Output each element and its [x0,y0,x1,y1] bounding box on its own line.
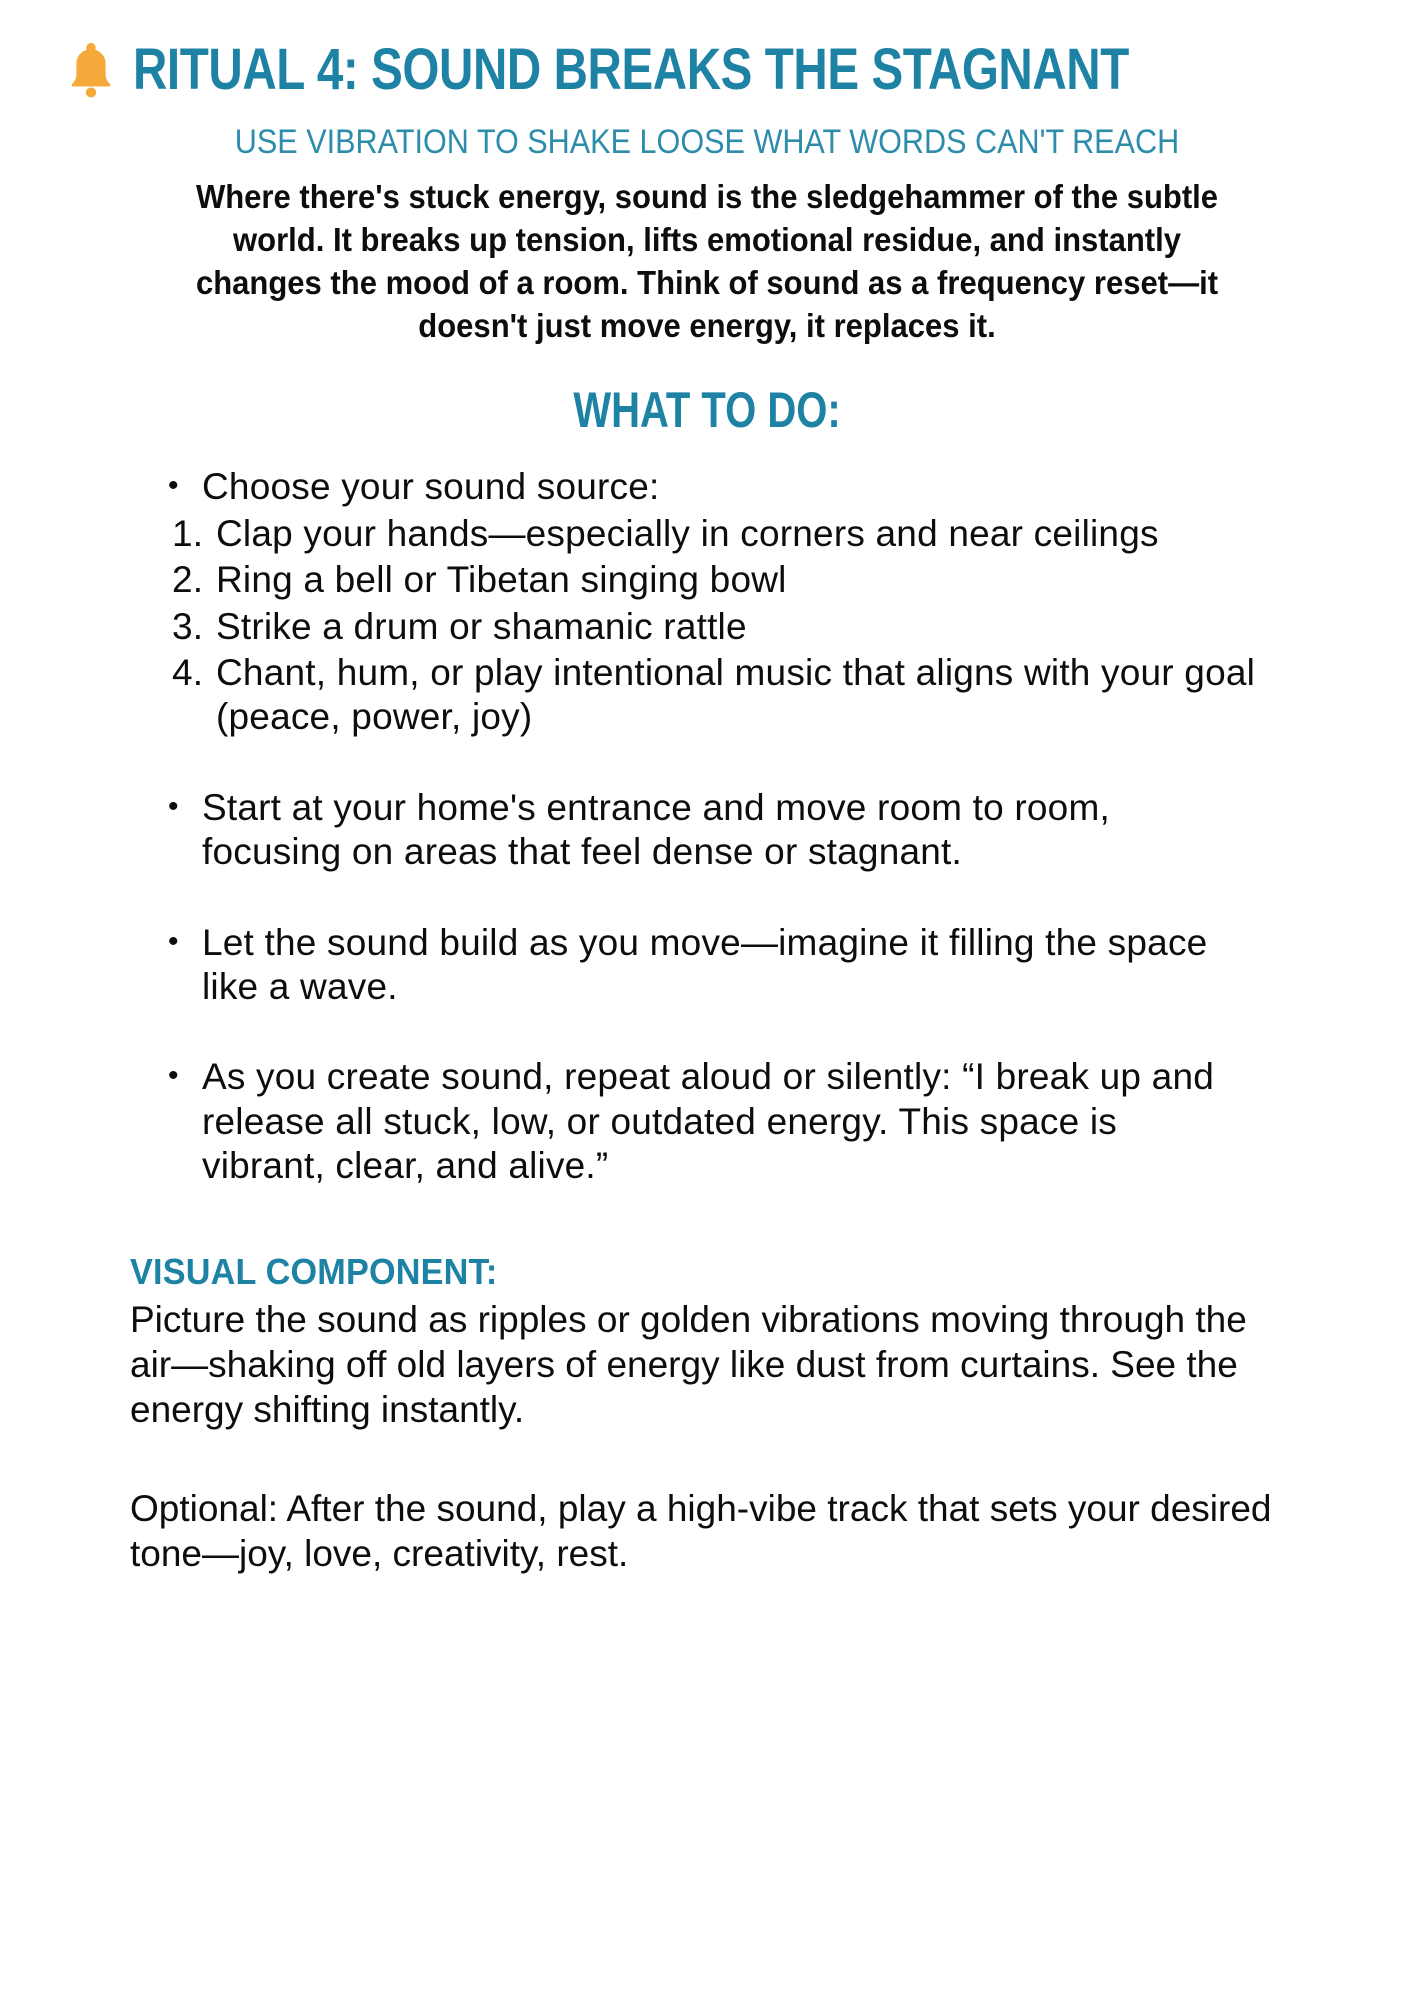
visual-component-heading: VISUAL COMPONENT: [130,1250,498,1292]
list-item [158,605,1284,649]
page-title: RITUAL 4: SOUND BREAKS THE STAGNANT [132,37,1129,102]
number-marker: 4. [172,652,204,694]
bullet-marker: • [168,469,179,503]
list-item-text: Ring a bell or Tibetan singing bowl [216,559,787,601]
action-bullets [158,786,1284,1189]
list-item-text: As you create sound, repeat aloud or silently: “I break up and release all stuck, low, or outdated energy. This space is vibrant, clear, and alive.” [202,1056,1214,1187]
bullet-marker: • [168,924,179,958]
what-to-do-list [130,465,1284,1188]
visual-component-section [130,1251,1284,1577]
list-item [158,921,1284,1010]
numbered-sublist [158,512,1284,740]
bullet-marker: • [168,1059,179,1093]
list-item-text: Clap your hands—especially in corners and near ceilings [216,512,1159,554]
visual-component-body: Picture the sound as ripples or golden vibrations moving through the air—shaking off old layers of energy like dust from curtains. See the energy shifting instantly. [130,1298,1247,1430]
bullet-marker: • [168,789,179,823]
list-item-text: Chant, hum, or play intentional music that aligns with your goal (peace, power, joy) [216,652,1256,738]
list-item [158,512,1284,556]
list-item-text: Start at your home's entrance and move room to room, focusing on areas that feel dense or stagnant. [202,786,1110,873]
list-item [158,558,1284,602]
bell-icon [67,41,115,99]
list-item [158,651,1284,740]
list-item-text: Let the sound build as you move—imagine it filling the space like a wave. [202,921,1208,1007]
optional-paragraph: Optional: After the sound, play a high-vibe track that sets your desired tone—joy, love, creativity, rest. [130,1487,1272,1575]
number-marker: 1. [172,512,204,554]
list-item [158,465,1284,509]
list-item [158,786,1284,875]
list-item-text: Strike a drum or shamanic rattle [216,605,747,647]
list-item [158,1055,1284,1188]
number-marker: 2. [172,559,204,601]
number-marker: 3. [172,605,204,647]
section-heading-what-to-do: WHAT TO DO: [573,382,841,439]
list-item-text: Choose your sound source: [202,466,660,508]
page-subtitle: USE VIBRATION TO SHAKE LOOSE WHAT WORDS CAN'T REACH [234,122,1180,161]
intro-paragraph: Where there's stuck energy, sound is the sledgehammer of the subtle world. It breaks up tension, lifts emotional residue, and instantly changes the mood of a room. Think of sound as a frequency reset—it doesn't just move energy, it replaces it. [195,177,1219,344]
page-title-row [130,0,1284,101]
